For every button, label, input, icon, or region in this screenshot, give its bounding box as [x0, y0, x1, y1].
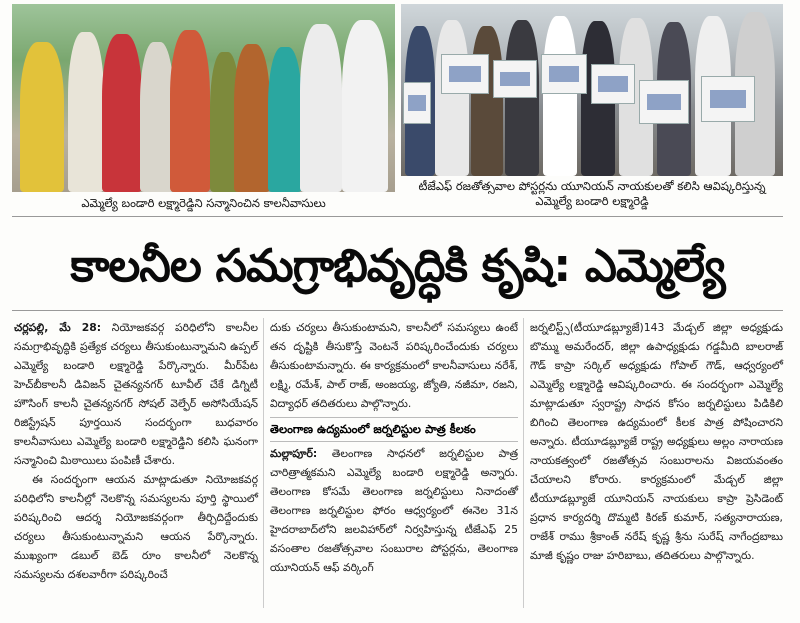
article-text: దుకు చర్యలు తీసుకుంటామని, కాలనీలో సమస్యలు ఉంటే తన దృష్టికి తీసుకొస్తే వెంటనే పరిష్కరించేందుకు చర్యలు తీసుకుంటామన్నారు. ఈ కార్యక్రమంలో కాలనీవాసులు నరేశ్, లక్ష్మి, రమేశ్, పాల్ రాజ్, అంజయ్య, జ్యోతి, నజీమా, రజని, విద్యాధర్ తదితరులు పాల్గొన్నారు. — [270, 321, 518, 410]
article-column-1 — [14, 318, 258, 584]
person-figure — [543, 16, 577, 176]
poster — [591, 64, 635, 104]
poster — [493, 60, 537, 98]
person-figure — [68, 32, 104, 192]
column-divider — [263, 318, 264, 608]
poster — [441, 54, 489, 94]
article-text: జర్నలిస్ట్స్(టీయూడబ్ల్యూజే)143 మేడ్చల్ జిల్లా అధ్యక్షుడు బొమ్ము అమరేందర్, జిల్లా ఉపాధ్యక్షుడు గడ్డమీది బాలరాజ్ గౌడ్ కాప్రా సర్కిల్ అధ్యక్షుడు గోపాల్ గౌడ్, ఆధ్వర్యంలో ఎమ్మెల్యే లక్ష్మారెడ్డి ఆవిష్కరించారు. ఈ సందర్భంగా ఎమ్మెల్యే మాట్లాడుతూ స్వరాష్ట్ర సాధన కోసం జర్నలిస్టులు పిడికిలి బిగించి తెలంగాణ ఉద్యమంలో కీలక పాత్ర పోషించారని అన్నారు. టీయూడబ్ల్యూజే రాష్ట్ర అధ్యక్షులు అల్లం నారాయణ నాయకత్వంలో రజతోత్సవ సంబురాలను విజయవంతం చేయాలని కోరారు. కార్యక్రమంలో మేడ్చల్ జిల్లా టీయూడబ్ల్యూజే యూనియన్ నాయకులు కాప్రా ప్రెసిడెంట్ ప్రధాన కార్యదర్శి దొమ్మటి కిరణ్ కుమార్, సత్యనారాయణ, రాజేశ్ రాము శ్రీకాంత్ నరేష్ కృష్ణ శ్రీను సురేష్ నాగేంద్రబాబు మాజీ కృష్ణం రాజు హరిబాబు, తదితరులు పాల్గొన్నారు. — [530, 321, 783, 562]
person-figure — [234, 44, 270, 192]
photo-caption-right: టీజేఎఫ్ రజతోత్సవాల పోస్టర్లను యూనియన్ నాయకులతో కలిసి ఆవిష్కరిస్తున్న ఎమ్మెల్యే బండారి లక్ష్మారెడ్డి — [418, 179, 766, 208]
person-figure — [20, 42, 64, 192]
photo-poster-release — [401, 4, 783, 176]
divider — [12, 216, 783, 217]
person-figure — [471, 26, 503, 176]
person-figure — [140, 42, 174, 192]
photo-felicitation — [12, 4, 395, 192]
headline: కాలనీల సమగ్రాభివృద్ధికి కృషి: ఎమ్మెల్యే — [70, 239, 725, 292]
person-figure — [300, 24, 342, 192]
dateline: చర్లపల్లి, మే 28: — [14, 321, 102, 334]
person-figure — [102, 34, 142, 192]
photo-caption-left: ఎమ్మెల్యే బండారి లక్ష్మారెడ్డిని సన్మానించిన కాలనీవాసులు — [81, 196, 326, 210]
article-text: తెలంగాణ సాధనలో జర్నలిస్టుల పాత్ర చారిత్రాత్మకమని ఎమ్మెల్యే బండారి లక్ష్మారెడ్డి అన్నారు. తెలంగాణ కోసమే తెలంగాణ జర్నలిస్టులు నినాదంతో తెలంగాణ జర్నలిస్టుల ఫోరం ఆధ్వర్యంలో ఈనెల 31న హైదరాబాద్‌లోని జలవిహార్‌లో నిర్వహిస్తున్న టీజేఎఫ్ 25 వసంతాల రజతోత్సవాల సంబురాల పోస్టర్లను, తెలంగాణ యూనియన్ ఆఫ్ వర్కింగ్ — [270, 447, 518, 574]
column-divider — [523, 318, 524, 608]
poster — [639, 80, 689, 124]
person-figure — [435, 20, 469, 176]
person-figure — [268, 47, 302, 192]
person-figure — [170, 30, 210, 192]
article-column-3 — [530, 318, 783, 565]
article-column-2 — [270, 318, 518, 577]
poster — [541, 54, 587, 94]
poster — [403, 82, 431, 124]
person-figure — [342, 20, 388, 192]
dateline: మల్లాపూర్: — [270, 447, 318, 460]
poster — [701, 76, 755, 122]
divider — [12, 310, 783, 311]
article-text: ఈ సందర్భంగా ఆయన మాట్లాడుతూ నియోజకవర్గ పరిధిలోని కాలనీల్లో నెలకొన్న సమస్యలను పూర్తి స్థాయిలో పరిష్కరించి ఆదర్శ నియోజకవర్గంగా తీర్చిదిద్దేందుకు చర్యలు తీసుకుంటున్నామని ఆయన పేర్కొన్నారు. ముఖ్యంగా డబుల్ బెడ్ రూం కాలనీలో నెలకొన్న సమస్యలను దశలవారీగా పరిష్కరించే — [14, 473, 258, 581]
sub-headline: తెలంగాణ ఉద్యమంలో జర్నలిస్టుల పాత్ర కీలకం — [270, 417, 518, 442]
article-text: నియోజకవర్గ పరిధిలోని కాలనీల సమగ్రాభివృద్ధికి ప్రత్యేక చర్యలు తీసుకుంటున్నామని ఉప్పల్ ఎమ్మెల్యే బండారి లక్ష్మారెడ్డి పేర్కొన్నారు. మీర్‌పేట హెచ్‌బీకాలనీ డివిజన్ చైతన్యనగర్ టూవీల్ చేకే డిగ్నిటీ హౌసింగ్ కాలనీ చైతన్యనగర్ సోషల్ వెల్ఫేర్ అసోసియేషన్ రిజిస్ట్రేషన్ పూర్తయిన సందర్భంగా బుధవారం కాలనీవాసులు ఎమ్మెల్యే బండారి లక్ష్మారెడ్డిని కలిసి ఘనంగా సన్మానించి మిఠాయిలు పంపిణీ చేశారు. — [14, 321, 258, 467]
person-figure — [505, 20, 539, 176]
